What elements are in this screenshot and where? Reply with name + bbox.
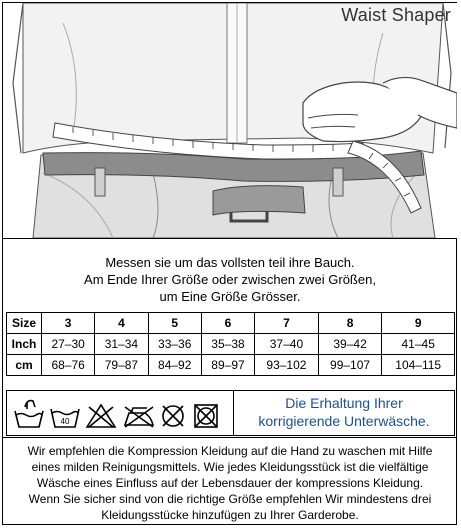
waist-measure-drawing [3, 3, 457, 238]
row-label: cm [7, 355, 42, 376]
table-cell: 41–45 [382, 334, 455, 355]
recommendation-line: Wir empfehlen die Kompression Kleidung auf die Hand zu waschen mit Hilfe [27, 444, 433, 458]
table-cell: 31–34 [95, 334, 148, 355]
table-cell: 27–30 [42, 334, 95, 355]
no-tumble-dry-icon [195, 405, 217, 427]
measuring-instructions [3, 254, 457, 305]
no-bleach-icon [87, 405, 115, 427]
page-title: Waist Shaper [341, 5, 451, 25]
care-note-line: Die Erhaltung Ihrer [285, 395, 403, 411]
instruction-line: Messen sie um das vollsten teil ihre Bauch. [105, 255, 355, 270]
size-header: 9 [382, 313, 455, 334]
size-header: 7 [255, 313, 319, 334]
table-cell: 68–76 [42, 355, 95, 376]
care-note-line: korrigierende Unterwäsche. [258, 413, 430, 429]
table-header-row [7, 313, 455, 334]
measuring-illustration [3, 3, 457, 238]
header-cell: Size [7, 313, 42, 334]
divider [2, 437, 457, 438]
wash-temp-label: 40 [60, 417, 70, 426]
recommendation-line: Kleidungsstücke hinzufügen zu Ihrer Garderobe. [101, 508, 359, 522]
table-cell: 99–107 [318, 355, 382, 376]
hand-wash-icon [15, 401, 43, 427]
size-header: 5 [148, 313, 201, 334]
size-header: 4 [95, 313, 148, 334]
size-header: 6 [201, 313, 254, 334]
table-cell: 35–38 [201, 334, 254, 355]
size-header: 8 [318, 313, 382, 334]
table-cell: 84–92 [148, 355, 201, 376]
table-cell: 104–115 [382, 355, 455, 376]
size-table [6, 312, 455, 376]
recommendation-line: eines milden Reinigungsmittels. Wie jedes Kleidungsstück ist die vielfältige [31, 460, 429, 474]
table-cell: 79–87 [95, 355, 148, 376]
recommendation-line: Wenn Sie sicher sind von die richtige Größe empfehlen Wir mindestens drei [28, 492, 432, 506]
table-cell: 33–36 [148, 334, 201, 355]
no-dry-clean-icon [163, 406, 183, 426]
recommendation-line: Wäsche eines Einfluss auf der Lebensdauer der kompressions Kleidung. [36, 476, 424, 490]
table-cell: 89–97 [201, 355, 254, 376]
table-cell: 37–40 [255, 334, 319, 355]
care-section [6, 390, 455, 436]
instruction-line: Am Ende Ihrer Größe oder zwischen zwei Größen, [84, 272, 376, 287]
care-icons [11, 395, 231, 433]
care-note [234, 394, 454, 430]
no-iron-icon [125, 407, 153, 427]
table-cell: 39–42 [318, 334, 382, 355]
table-row [7, 355, 455, 376]
recommendation-text [4, 443, 456, 523]
instruction-line: um Eine Größe Grösser. [159, 289, 301, 304]
divider [2, 238, 457, 239]
table-row [7, 334, 455, 355]
table-cell: 93–102 [255, 355, 319, 376]
row-label: Inch [7, 334, 42, 355]
size-header: 3 [42, 313, 95, 334]
